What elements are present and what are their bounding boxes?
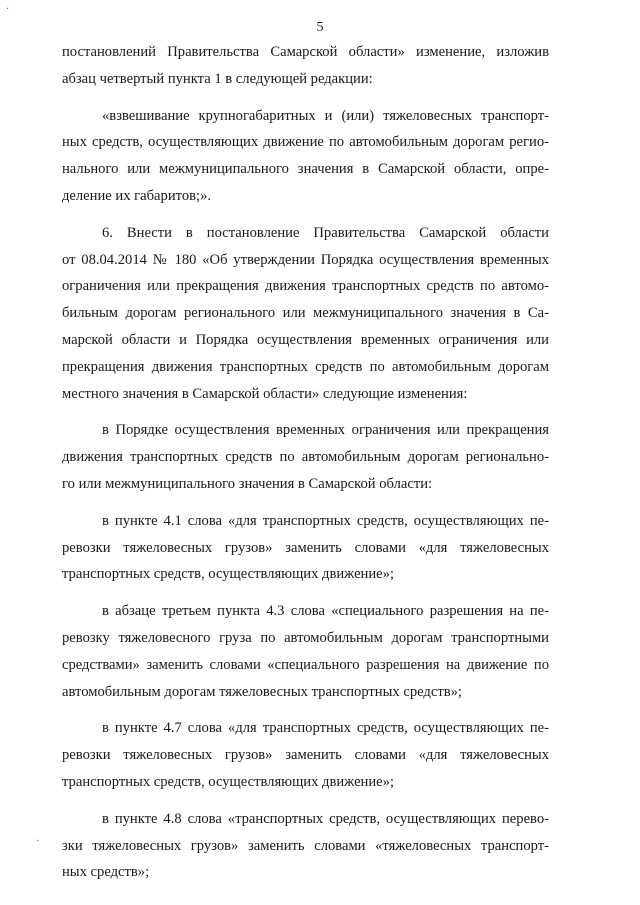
text-line: абзац четвертый пункта 1 в следующей редакции:	[62, 70, 373, 87]
paragraph	[62, 598, 549, 705]
paragraph	[62, 220, 549, 408]
text-line: бильным дорогам регионального или межмуниципального значения в Са-	[62, 305, 549, 322]
paragraph	[62, 39, 549, 93]
text-line: местного значения в Самарской области» следующие изменения:	[62, 385, 468, 402]
text-line: деление их габаритов;».	[62, 187, 212, 204]
text-line: в пункте 4.7 слова «для транспортных средств, осуществляющих пе-	[102, 720, 549, 737]
text-line: средствами» заменить словами «специального разрешения на движение по	[62, 656, 549, 673]
text-line: прекращения движения транспортных средств по автомобильным дорогам	[62, 358, 549, 375]
text-line: в пункте 4.8 слова «транспортных средств, осуществляющих перево-	[102, 810, 549, 827]
text-line: в абзаце третьем пункта 4.3 слова «специального разрешения на пе-	[102, 603, 549, 620]
text-line: автомобильным дорогам тяжеловесных транспортных средств»;	[62, 683, 462, 700]
text-line: в пункте 4.1 слова «для транспортных средств, осуществляющих пе-	[102, 512, 549, 529]
text-line: ных средств»;	[62, 864, 150, 881]
page-number: 5	[316, 20, 324, 35]
text-line: нального или межмуниципального значения в Самарской области, опре-	[62, 161, 549, 178]
text-line: ограничения или прекращения движения транспортных средств по автомо-	[62, 278, 549, 295]
scan-artifact-mark: ·	[36, 836, 40, 847]
text-line: ревозки тяжеловесных грузов» заменить словами «для тяжеловесных	[62, 747, 549, 764]
text-line: ных средств, осуществляющих движение по автомобильным дорогам регио-	[62, 134, 549, 151]
text-line: ревозки тяжеловесных грузов» заменить словами «для тяжеловесных	[62, 539, 549, 556]
text-line: марской области и Порядка осуществления временных ограничения или	[62, 331, 549, 348]
paragraph	[62, 806, 549, 886]
text-line: транспортных средств, осуществляющих движение»;	[62, 566, 395, 583]
text-line: от 08.04.2014 № 180 «Об утверждении Порядка осуществления временных	[62, 251, 549, 268]
document-body	[62, 39, 549, 886]
text-line: зки тяжеловесных грузов» заменить словами «тяжеловесных транспорт-	[62, 837, 549, 854]
text-line: движения транспортных средств по автомобильным дорогам регионально-	[62, 449, 549, 466]
paragraph	[62, 508, 549, 588]
text-line: ревозку тяжеловесного груза по автомобильным дорогам транспортными	[62, 629, 549, 646]
paragraph	[62, 417, 549, 497]
scan-artifact-mark: ·	[6, 4, 10, 15]
text-line: го или межмуниципального значения в Самарской области:	[62, 475, 433, 492]
text-line: в Порядке осуществления временных ограничения или прекращения	[102, 422, 549, 439]
text-line: транспортных средств, осуществляющих движение»;	[62, 773, 395, 790]
text-line: постановлений Правительства Самарской области» изменение, изложив	[62, 44, 549, 60]
paragraph	[62, 103, 549, 210]
text-line: «взвешивание крупногабаритных и (или) тяжеловесных транспорт-	[102, 107, 549, 124]
text-line: 6. Внести в постановление Правительства Самарской области	[102, 224, 549, 241]
paragraph	[62, 715, 549, 795]
